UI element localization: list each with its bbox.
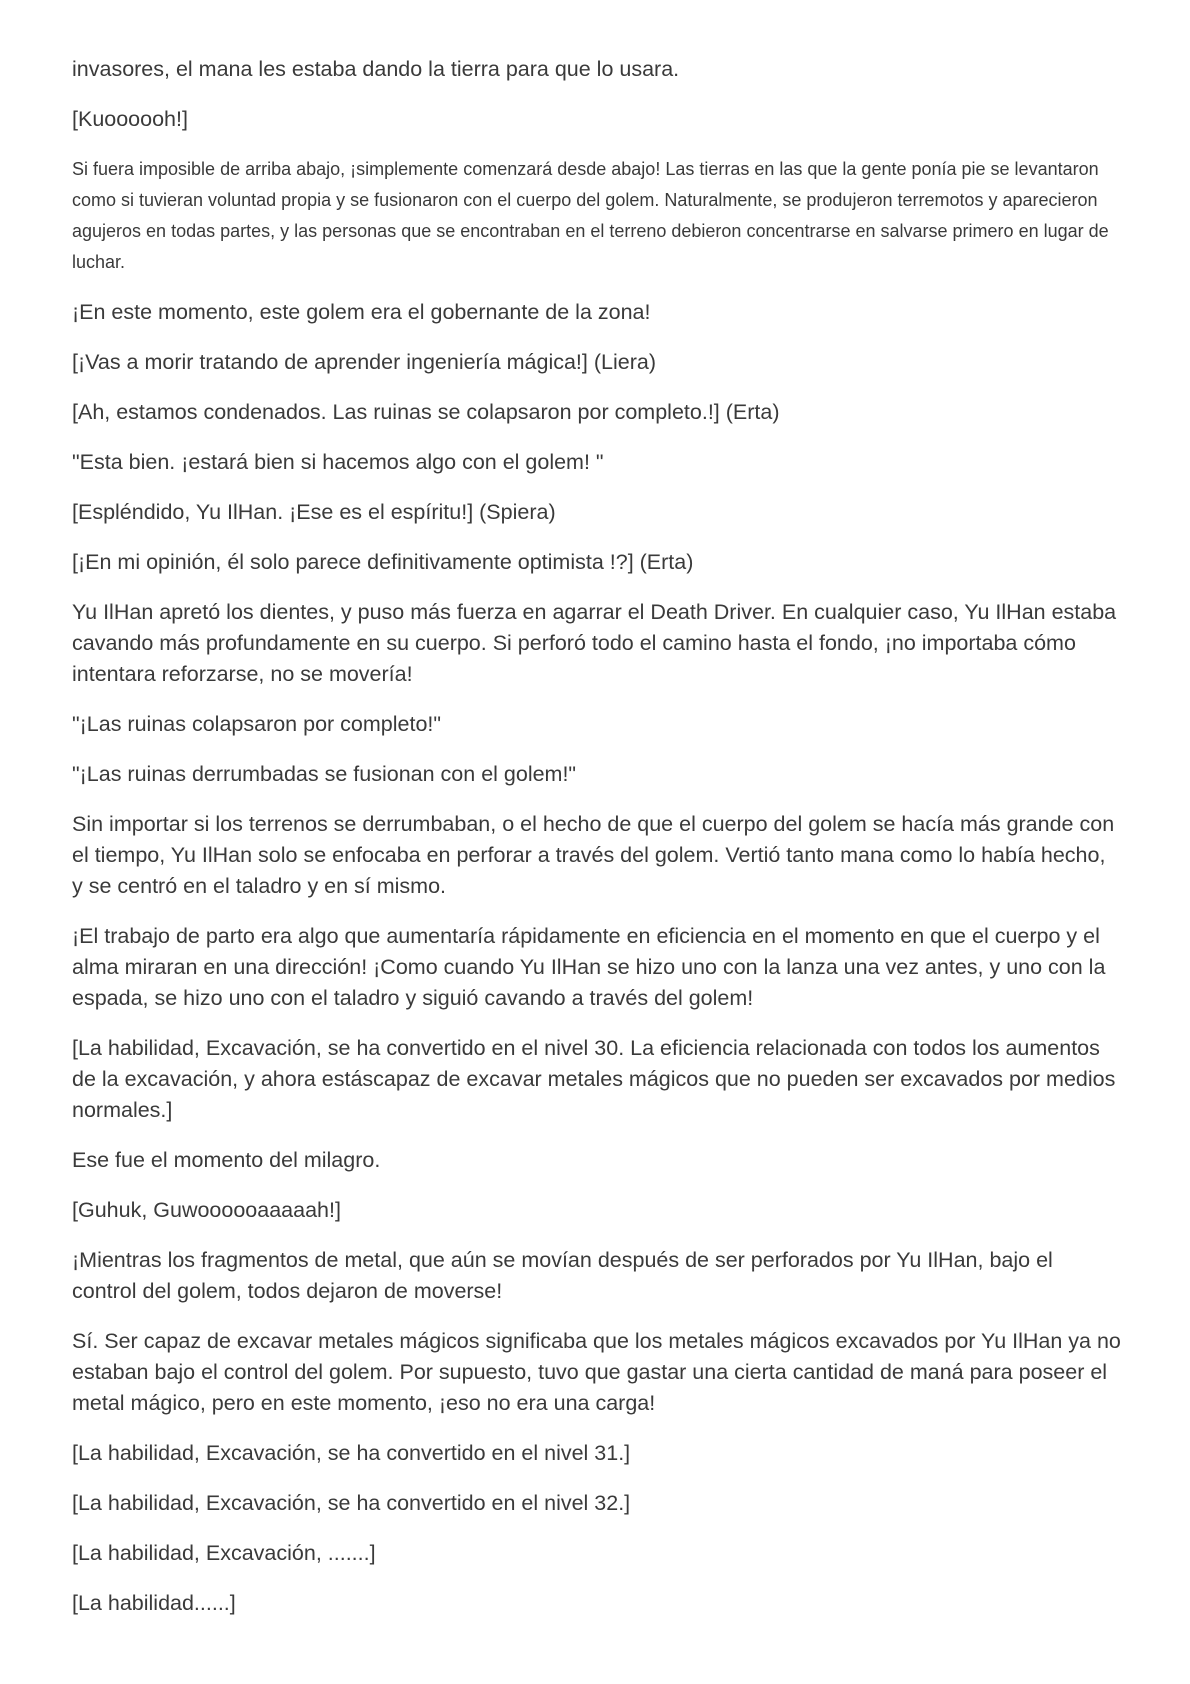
paragraph-6: [Ah, estamos condenados. Las ruinas se colapsaron por completo.!] (Erta) bbox=[72, 400, 780, 424]
paragraph-10: Yu IlHan apretó los dientes, y puso más fuerza en agarrar el Death Driver. En cualquier caso, Yu IlHan estaba cavando más profundamente en su cuerpo. Si perforó todo el camino hasta el fondo, ¡no importaba cómo intentara reforzarse, no se movería! bbox=[72, 600, 1117, 686]
paragraph-14: ¡El trabajo de parto era algo que aumentaría rápidamente en eficiencia en el momento en que el cuerpo y el alma miraran en una dirección! ¡Como cuando Yu IlHan se hizo uno con la lanza una vez antes, y uno con la espada, se hizo uno con el taladro y siguió cavando a través del golem! bbox=[72, 924, 1106, 1010]
paragraph-16: Ese fue el momento del milagro. bbox=[72, 1148, 381, 1172]
paragraph-4: ¡En este momento, este golem era el gobernante de la zona! bbox=[72, 300, 651, 324]
paragraph-15: [La habilidad, Excavación, se ha convertido en el nivel 30. La eficiencia relacionada con todos los aumentos de la excavación, y ahora estáscapaz de excavar metales mágicos que no pueden ser excavados por medios normales.] bbox=[72, 1036, 1116, 1122]
paragraph-21: [La habilidad, Excavación, se ha convertido en el nivel 32.] bbox=[72, 1491, 631, 1515]
paragraph-19: Sí. Ser capaz de excavar metales mágicos significaba que los metales mágicos excavados por Yu IlHan ya no estaban bajo el control del golem. Por supuesto, tuvo que gastar una cierta cantidad de maná para poseer el metal mágico, pero en este momento, ¡eso no era una carga! bbox=[72, 1329, 1121, 1415]
paragraph-1: invasores, el mana les estaba dando la tierra para que lo usara. bbox=[72, 57, 680, 81]
paragraph-7: "Esta bien. ¡estará bien si hacemos algo con el golem! " bbox=[72, 450, 604, 474]
paragraph-22: [La habilidad, Excavación, .......] bbox=[72, 1541, 376, 1565]
paragraph-8: [Espléndido, Yu IlHan. ¡Ese es el espíritu!] (Spiera) bbox=[72, 500, 556, 524]
paragraph-20: [La habilidad, Excavación, se ha convertido en el nivel 31.] bbox=[72, 1441, 631, 1465]
document-page bbox=[72, 54, 1122, 1638]
paragraph-18: ¡Mientras los fragmentos de metal, que aún se movían después de ser perforados por Yu IlHan, bajo el control del golem, todos dejaron de moverse! bbox=[72, 1248, 1053, 1303]
paragraph-11: "¡Las ruinas colapsaron por completo!" bbox=[72, 712, 442, 736]
paragraph-13: Sin importar si los terrenos se derrumbaban, o el hecho de que el cuerpo del golem se hacía más grande con el tiempo, Yu IlHan solo se enfocaba en perforar a través del golem. Vertió tanto mana como lo había hecho, y se centró en el taladro y en sí mismo. bbox=[72, 812, 1115, 898]
paragraph-5: [¡Vas a morir tratando de aprender ingeniería mágica!] (Liera) bbox=[72, 350, 656, 374]
paragraph-17: [Guhuk, Guwoooooaaaaah!] bbox=[72, 1198, 341, 1222]
paragraph-9: [¡En mi opinión, él solo parece definitivamente optimista !?] (Erta) bbox=[72, 550, 694, 574]
paragraph-23: [La habilidad......] bbox=[72, 1591, 236, 1615]
paragraph-2: [Kuoooooh!] bbox=[72, 107, 188, 131]
paragraph-12: "¡Las ruinas derrumbadas se fusionan con el golem!" bbox=[72, 762, 577, 786]
paragraph-3: Si fuera imposible de arriba abajo, ¡simplemente comenzará desde abajo! Las tierras en las que la gente ponía pie se levantaron como si tuvieran voluntad propia y se fusionaron con el cuerpo del golem. Naturalmente, se produjeron terremotos y aparecieron agujeros en todas partes, y las personas que se encontraban en el terreno debieron concentrarse en salvarse primero en lugar de luchar. bbox=[72, 159, 1109, 272]
